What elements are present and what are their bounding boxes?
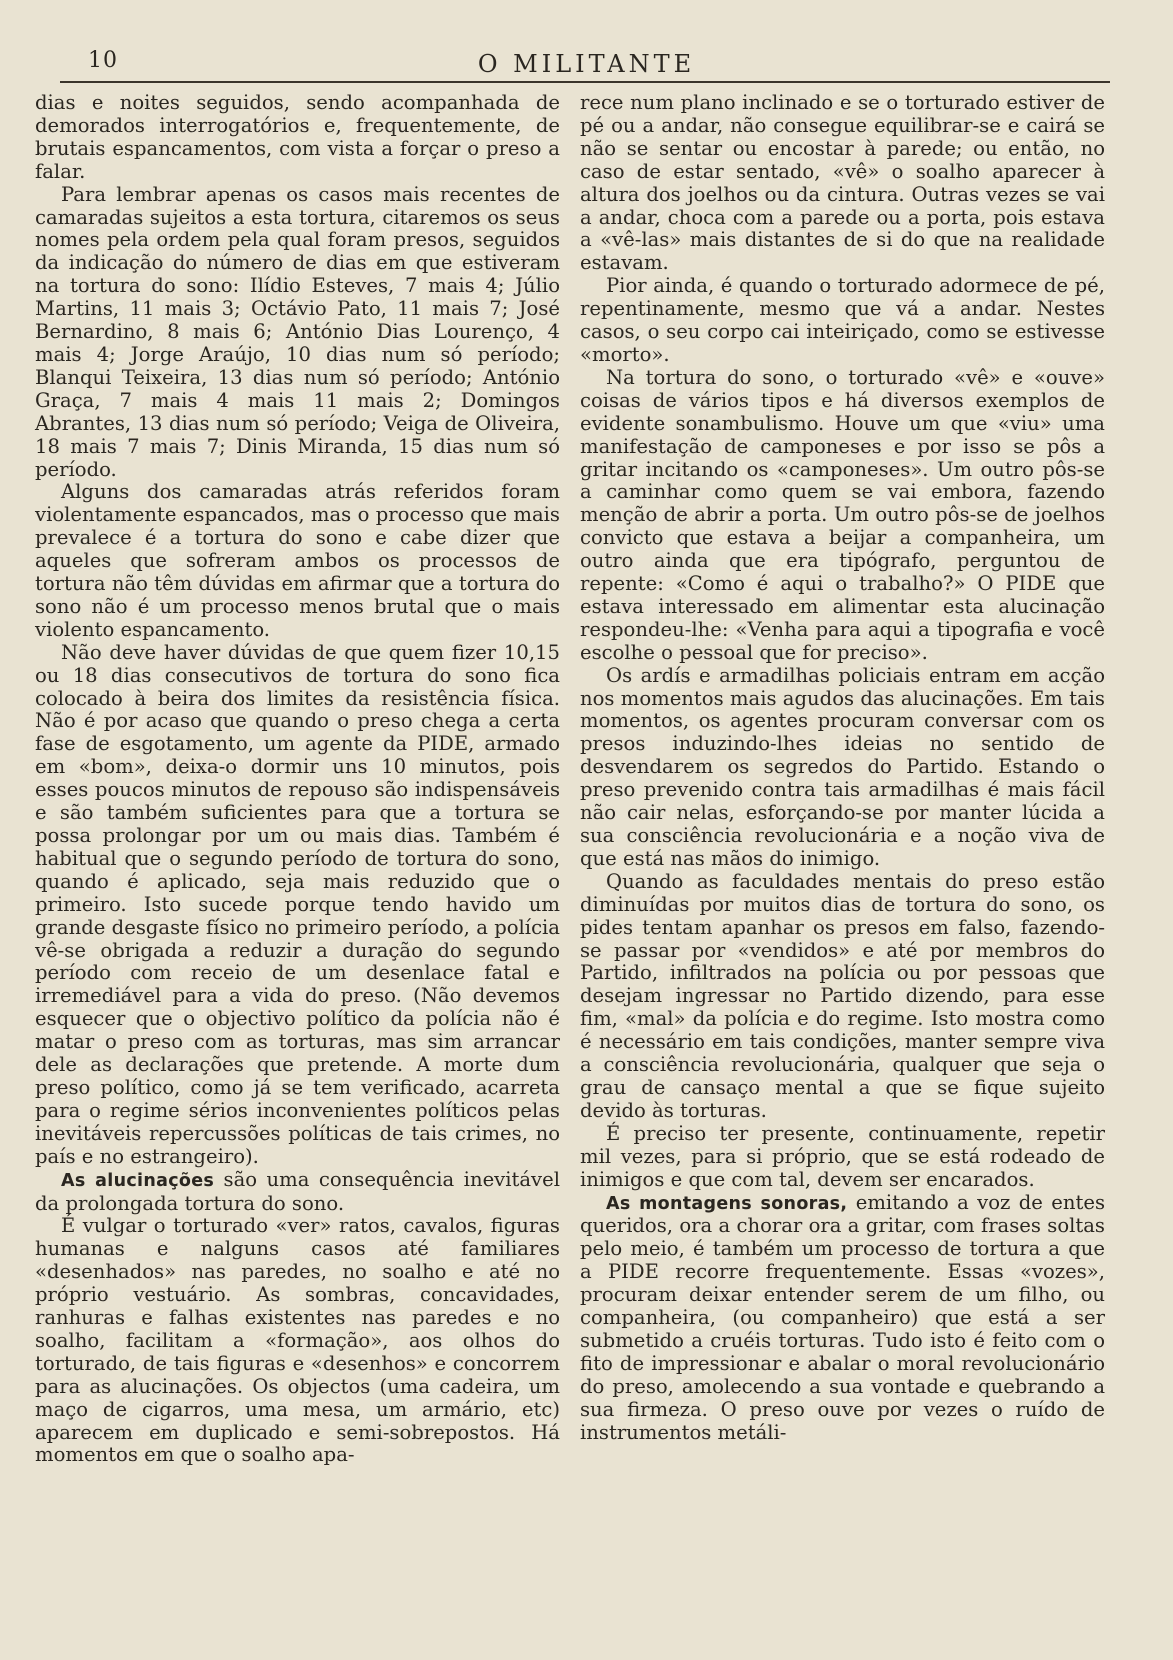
paragraph: Para lembrar apenas os casos mais recentes de camaradas sujeitos a esta tortura, citaremos os seus nomes pela ordem pela qual foram presos, seguidos da indicação do número de dias em que estiveram na tortura do sono: Ilídio Esteves, 7 mais 4; Júlio Martins, 11 mais 3; Octávio Pato, 11 mais 7; José Bernardino, 8 mais 6; António Dias Lourenço, 4 mais 4; Jorge Araújo, 10 dias num só período; Blanqui Teixeira, 13 dias num só período; António Graça, 7 mais 4 mais 11 mais 2; Domingos Abrantes, 13 dias num só período; Veiga de Oliveira, 18 mais 7 mais 7; Dinis Miranda, 15 dias num só período. [35,182,560,481]
section-lead: As alucinações [61,1170,215,1191]
left-column [35,92,560,1467]
paragraph: É preciso ter presente, continuamente, repetir mil vezes, para si próprio, que se está rodeado de inimigos e que com tal, devem ser encarados. [580,1121,1105,1191]
paragraph: Alguns dos camaradas atrás referidos foram violentamente espancados, mas o processo que mais prevalece é a tortura do sono e cabe dizer que aqueles que sofreram ambos os processos de tortura não têm dúvidas em afirmar que a tortura do sono não é um processo menos brutal que o mais violento espancamento. [35,480,560,641]
header-rule [60,81,1110,83]
section-lead: As montagens sonoras, [606,1193,848,1214]
paragraph: Pior ainda, é quando o torturado adormece de pé, repentinamente, mesmo que vá a andar. Nestes casos, o seu corpo cai inteiriçado, como se estivesse «morto». [580,274,1105,366]
right-column [580,92,1105,1444]
publication-title: O MILITANTE [477,50,696,78]
page-header [0,48,1173,82]
paragraph: Os ardís e armadilhas policiais entram em acção nos momentos mais agudos das alucinações. Em tais momentos, os agentes procuram conversar com os presos induzindo-lhes ideias no sentido de desvendarem os segredos do Partido. Estando o preso prevenido contra tais armadilhas é mais fácil não cair nelas, esforçando-se por manter lúcida a sua consciência revolucionária e a noção viva de que está nas mãos do inimigo. [580,663,1105,870]
paragraph: Na tortura do sono, o torturado «vê» e «ouve» coisas de vários tipos e há diversos exemplos de evidente sonambulismo. Houve um que «viu» uma manifestação de camponeses e por isso se pôs a gritar incitando os «camponeses». Um outro pôs-se a caminhar como quem se vai embora, fazendo menção de abrir a porta. Um outro pôs-se de joelhos convicto que estava a beijar a companheira, um outro ainda que era tipógrafo, perguntou de repente: «Como é aqui o trabalho?» O PIDE que estava interessado em alimentar esta alucinação respondeu-lhe: «Venha para aqui a tipografia e você escolhe o pessoal que for preciso». [580,365,1105,664]
page-number: 10 [88,48,118,73]
paragraph: Não deve haver dúvidas de que quem fizer 10,15 ou 18 dias consecutivos de tortura do sono fica colocado à beira dos limites da resistência física. Não é por acaso que quando o preso chega a certa fase de esgotamento, um agente da PIDE, armado em «bom», deixa-o dormir uns 10 minutos, pois esses poucos minutos de repouso são indispensáveis e são também suficientes para que a tortura se possa prolongar por um ou mais dias. Também é habitual que o segundo período de tortura do sono, quando é aplicado, seja mais reduzido que o primeiro. Isto sucede porque tendo havido um grande desgaste físico no primeiro período, a polícia vê-se obrigada a reduzir a duração do segundo período com receio de um desenlace fatal e irremediável para a vida do preso. (Não devemos esquecer que o objectivo político da polícia não é matar o preso com as torturas, mas sim arrancar dele as declarações que pretende. A morte dum preso político, como já se tem verificado, acarreta para o regime sérios inconvenientes políticos pelas inevitáveis repercussões políticas de tais crimes, no país e no estrangeiro). [35,640,560,1168]
paragraph: É vulgar o torturado «ver» ratos, cavalos, figuras humanas e nalguns casos até familiares «desenhados» nas paredes, no soalho e até no próprio vestuário. As sombras, concavidades, ranhuras e falhas existentes nas paredes e no soalho, facilitam a «formação», aos olhos do torturado, de tais figuras e «desenhos» e concorrem para as alucinações. Os objectos (uma cadeira, um maço de cigarros, uma mesa, um armário, etc) aparecem em duplicado e semi-sobrepostos. Há momentos em que o soalho apa- [35,1214,560,1467]
paragraph: dias e noites seguidos, sendo acompanhada de demorados interrogatórios e, frequentemente, de brutais espancamentos, com vista a forçar o preso a falar. [35,91,560,183]
paragraph [580,1192,1105,1445]
paragraph [35,1169,560,1216]
paragraph-text: emitando a voz de entes queridos, ora a chorar ora a gritar, com frases soltas pelo meio, é também um processo de tortura a que a PIDE recorre frequentemente. Essas «vozes», procuram deixar entender serem de um filho, ou companheira, (ou companheiro) que está a ser submetido a cruéis torturas. Tudo isto é feito com o fito de impressionar e abalar o moral revolucionário do preso, amolecendo a sua vontade e quebrando a sua firmeza. O preso ouve por vezes o ruído de instrumentos metáli- [580,1190,1105,1444]
paragraph: Quando as faculdades mentais do preso estão diminuídas por muitos dias de tortura do sono, os pides tentam apanhar os presos em falso, fazendo-se passar por «vendidos» e até por membros do Partido, infiltrados na polícia ou por pessoas que desejam ingressar no Partido dizendo, para esse fim, «mal» da polícia e do regime. Isto mostra como é necessário em tais condições, manter sempre viva a consciência revolucionária, qualquer que seja o grau de cansaço mental a que se fique sujeito devido às torturas. [580,869,1105,1122]
paragraph: rece num plano inclinado e se o torturado estiver de pé ou a andar, não consegue equilibrar-se e cairá se não se sentar ou encostar à parede; ou então, no caso de estar sentado, «vê» o soalho aparecer à altura dos joelhos ou da cintura. Outras vezes se vai a andar, choca com a parede ou a porta, pois estava a «vê-las» mais distantes de si do que na realidade estavam. [580,91,1105,275]
paragraph-text: são uma consequência inevitável da prolongada tortura do sono. [35,1167,560,1215]
